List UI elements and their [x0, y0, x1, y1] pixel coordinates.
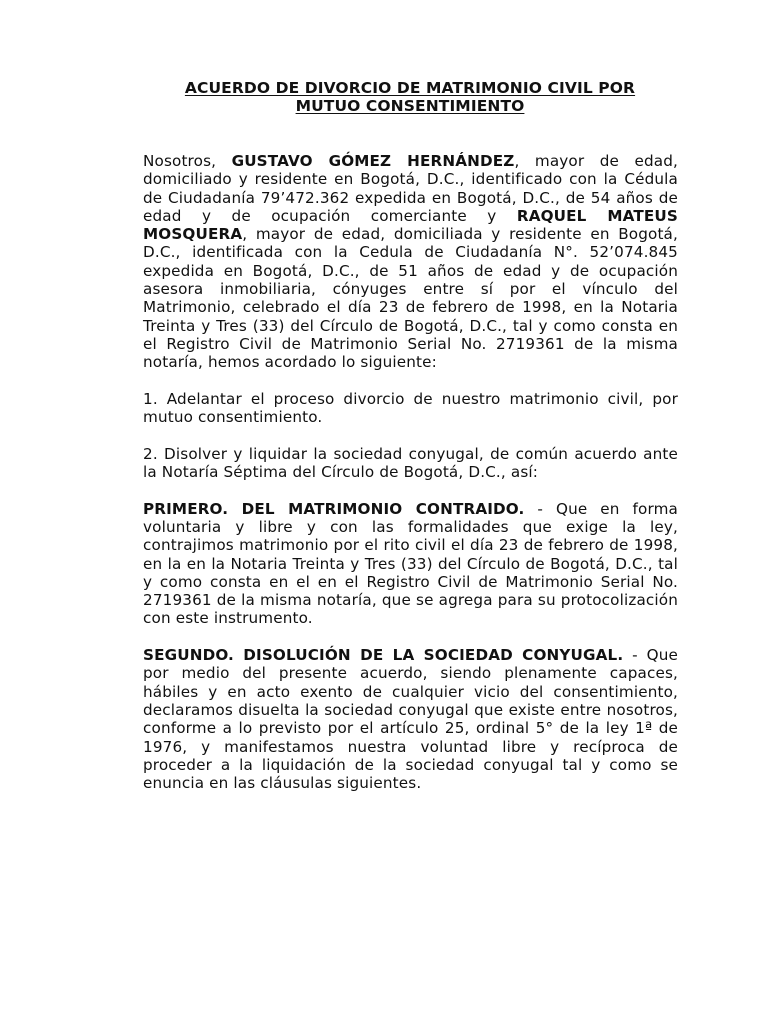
clause-primero-text: - Que en forma voluntaria y libre y con las formalidades que exige la ley, contrajimos matrimonio por el rito civil el día 23 de febrero de 1998, en la en la Notaria Treinta y Tres (33) del Círculo de Bogotá, D.C., tal y como consta en el en el Registro Civil de Matrimonio Serial No. 2719361 de la misma notaría, que se agrega para su protocolización con este instrumento. — [143, 499, 678, 628]
title-line-2: MUTUO CONSENTIMIENTO — [295, 97, 525, 115]
party-name-2: RAQUEL MATEUS MOSQUERA — [143, 206, 678, 244]
clause-segundo-heading: SEGUNDO. DISOLUCIÓN DE LA SOCIEDAD CONYUGAL. — [143, 646, 624, 665]
intro-text-1: Nosotros, — [143, 152, 232, 170]
document-body — [143, 152, 678, 811]
intro-text-2: , mayor de edad, domiciliado y residente en Bogotá, D.C., identificado con la Cédula de Ciudadanía 79’472.362 expedida en Bogotá, D.C., de 54 años de edad y de ocupación comerciante y — [143, 152, 678, 225]
clause-primero — [143, 500, 678, 628]
clause-segundo — [143, 646, 678, 792]
title-line-1: ACUERDO DE DIVORCIO DE MATRIMONIO CIVIL POR — [184, 79, 636, 97]
agreement-item-1: 1. Adelantar el proceso divorcio de nuestro matrimonio civil, por mutuo consentimiento. — [143, 389, 678, 427]
clause-primero-heading: PRIMERO. DEL MATRIMONIO CONTRAIDO. — [143, 499, 525, 518]
intro-text-3: , mayor de edad, domiciliada y residente en Bogotá, D.C., identificada con la Cedula de Ciudadanía N°. 52’074.845 expedida en Bogotá, D.C., de 51 años de edad y de ocupación asesora inmobiliaria, cónyuges entre sí por el vínculo del Matrimonio, celebrado el día 23 de febrero de 1998, en la Notaria Treinta y Tres (33) del Círculo de Bogotá, D.C., tal y como consta en el Registro Civil de Matrimonio Serial No. 2719361 de la misma notaría, hemos acordado lo siguiente: — [143, 225, 678, 372]
document-title — [143, 79, 677, 115]
intro-paragraph — [143, 152, 678, 372]
agreement-item-2: 2. Disolver y liquidar la sociedad conyugal, de común acuerdo ante la Notaría Séptima del Círculo de Bogotá, D.C., así: — [143, 444, 678, 482]
party-name-1: GUSTAVO GÓMEZ HERNÁNDEZ — [231, 152, 515, 170]
clause-segundo-text: - Que por medio del presente acuerdo, siendo plenamente capaces, hábiles y en acto exento de cualquier vicio del consentimiento, declaramos disuelta la sociedad conyugal que existe entre nosotros, conforme a lo previsto por el artículo 25, ordinal 5° de la ley 1ª de 1976, y manifestamos nuestra voluntad libre y recíproca de proceder a la liquidación de la sociedad conyugal tal y como se enuncia en las cláusulas siguientes. — [143, 646, 678, 793]
